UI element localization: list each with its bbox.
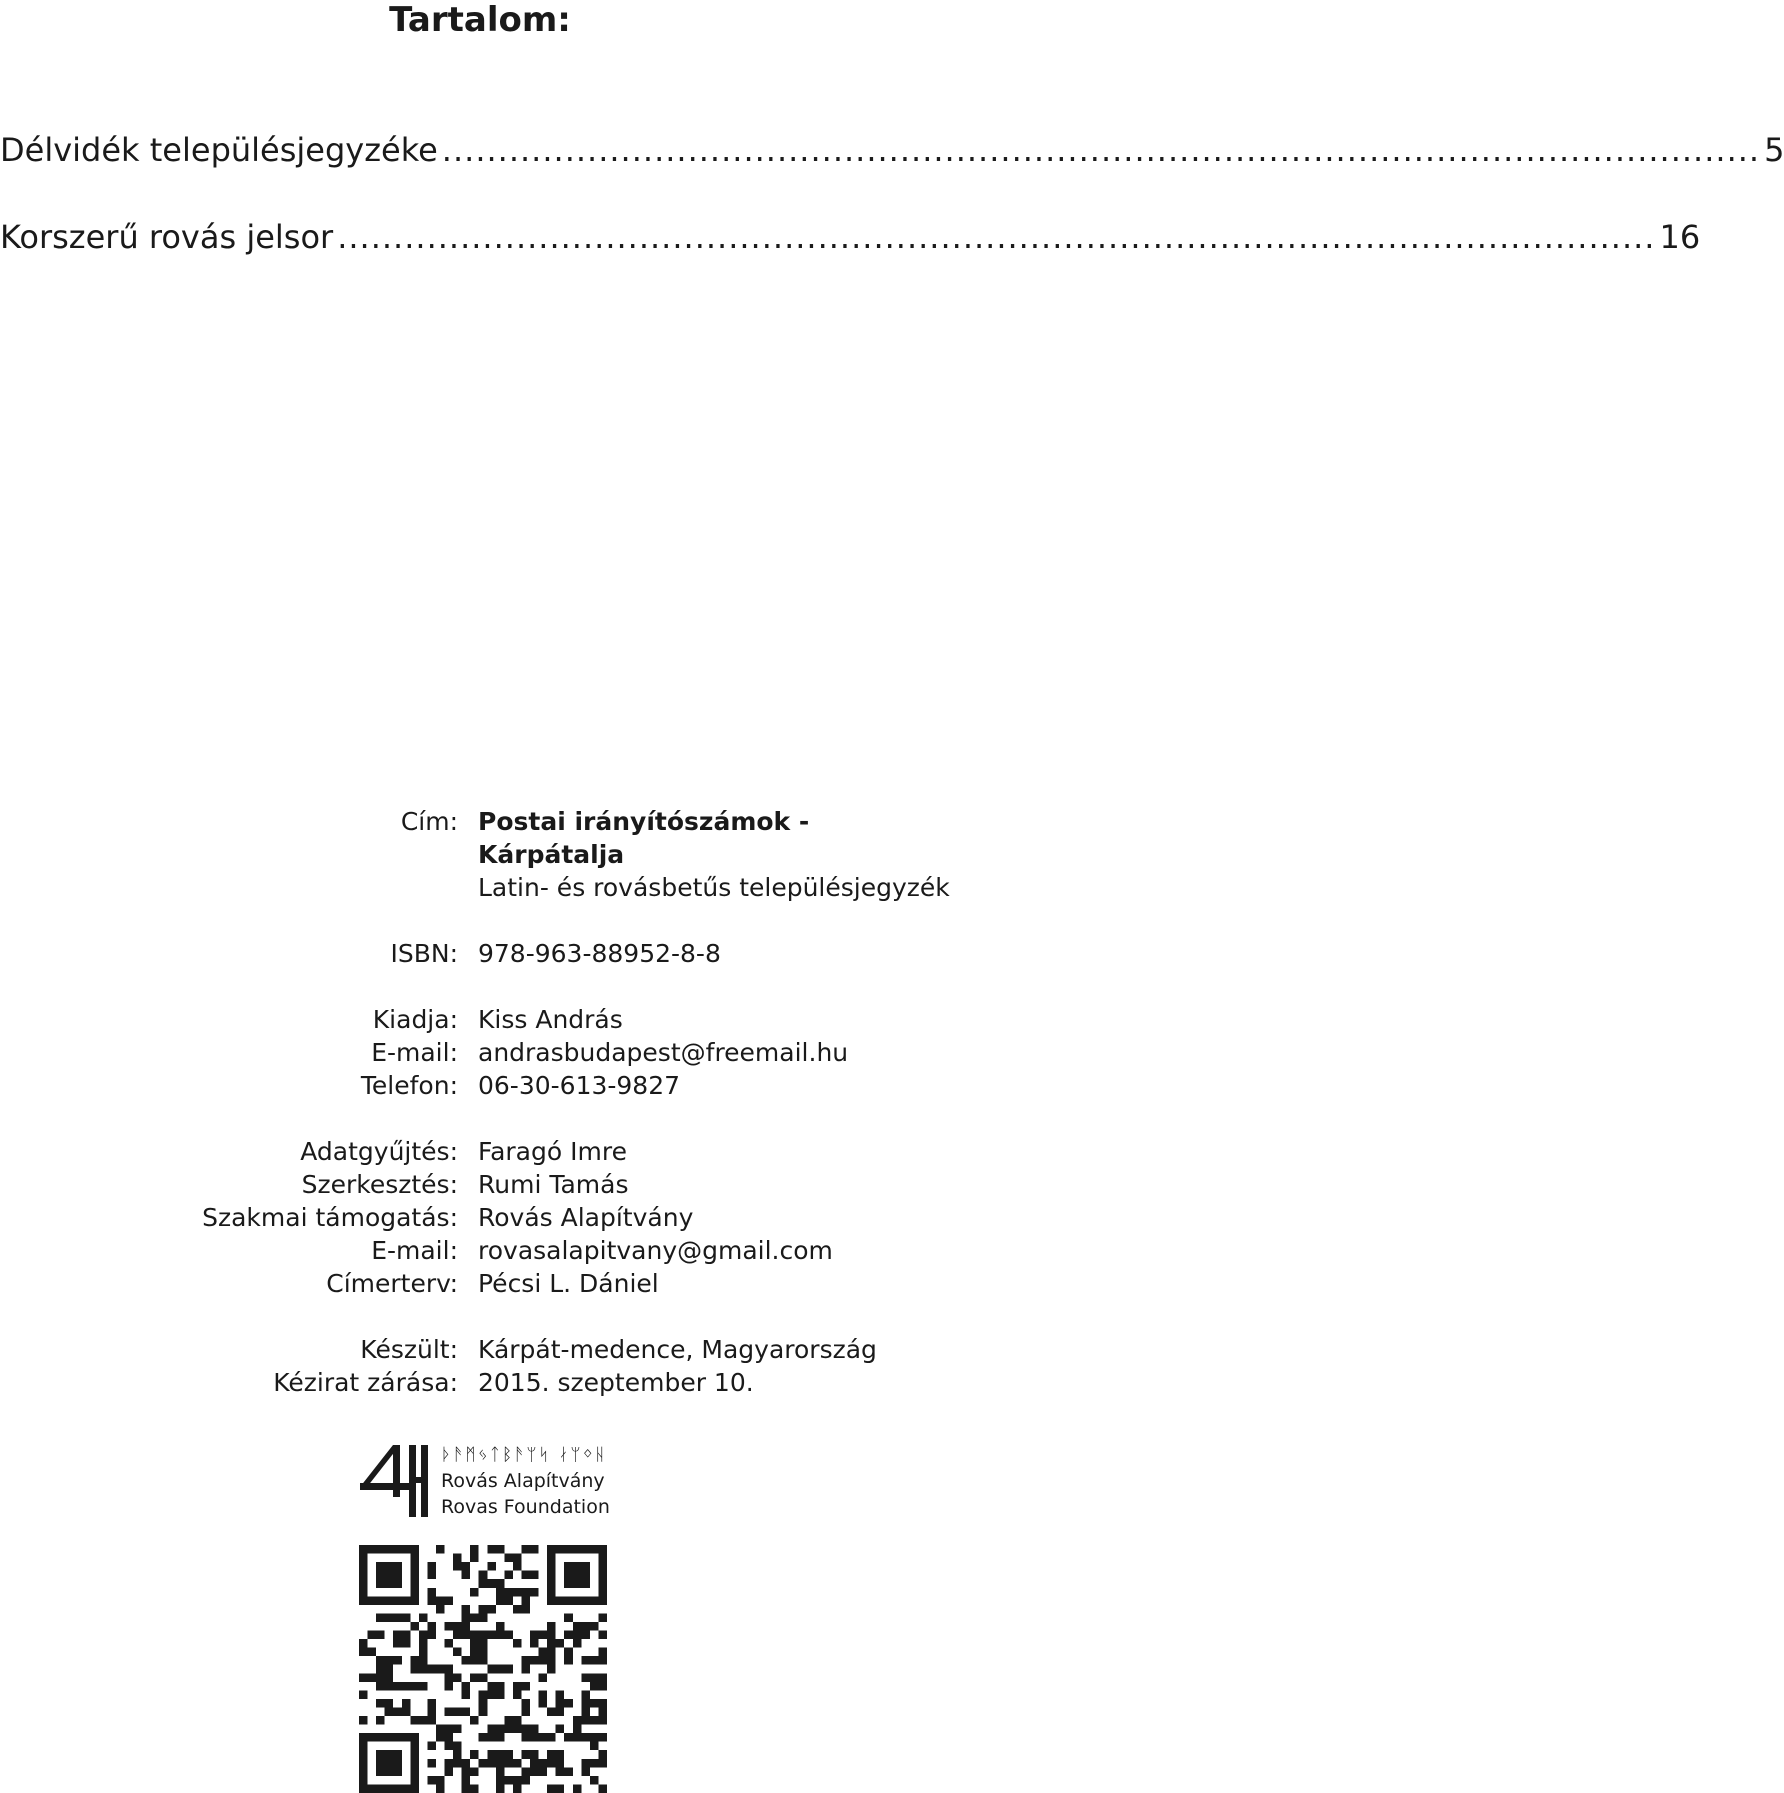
rovas-foundation-logo-icon — [359, 1443, 437, 1519]
colophon-production-group — [0, 1333, 960, 1399]
toc-entry-label: Korszerű rovás jelsor — [0, 218, 334, 256]
data-collection-value: Faragó Imre — [478, 1137, 627, 1166]
toc-entry-page: 5 — [1764, 131, 1784, 169]
colophon-isbn-group — [0, 937, 960, 970]
isbn-value: 978-963-88952-8-8 — [478, 939, 721, 968]
coat-of-arms-designer: Pécsi L. Dániel — [478, 1269, 659, 1298]
toc-entry[interactable] — [0, 215, 1701, 259]
made-in-value: Kárpát-medence, Magyarország — [478, 1335, 877, 1364]
colophon-credits-group — [0, 1135, 960, 1300]
label-email: E-mail: — [371, 1236, 458, 1265]
manuscript-closed-value: 2015. szeptember 10. — [478, 1368, 754, 1397]
logo-name-en: Rovas Foundation — [441, 1496, 610, 1518]
label-szerkesztes: Szerkesztés: — [301, 1170, 458, 1199]
dot-leader: ...................................................................................................................... — [337, 218, 1656, 256]
table-of-contents — [0, 128, 1784, 302]
foundation-email[interactable]: rovasalapitvany@gmail.com — [478, 1236, 833, 1265]
label-keszult: Készült: — [360, 1335, 458, 1364]
label-kezirat: Kézirat zárása: — [273, 1368, 458, 1397]
publisher-value: Kiss András — [478, 1005, 623, 1034]
logo-runic-text: ᚦᚫᛗᛃᛏᛒᚫᛘᛋ ᛅᛘᛜᚺ — [441, 1445, 608, 1465]
toc-entry[interactable] — [0, 128, 1784, 172]
label-cim: Cím: — [400, 807, 458, 836]
toc-entry-label: Délvidék településjegyzéke — [0, 131, 438, 169]
label-telefon: Telefon: — [360, 1071, 458, 1100]
qr-code-icon[interactable] — [359, 1545, 607, 1793]
toc-entry-page: 16 — [1659, 218, 1701, 256]
label-email: E-mail: — [371, 1038, 458, 1067]
colophon-publisher-group — [0, 1003, 960, 1102]
label-tamogatas: Szakmai támogatás: — [202, 1203, 458, 1232]
label-isbn: ISBN: — [390, 939, 458, 968]
publisher-phone: 06-30-613-9827 — [478, 1071, 681, 1100]
label-cimerterv: Címerterv: — [326, 1269, 458, 1298]
support-value: Rovás Alapítvány — [478, 1203, 694, 1232]
logo-name-hu: Rovás Alapítvány — [441, 1470, 605, 1492]
book-subtitle: Latin- és rovásbetűs településjegyzék — [478, 873, 950, 902]
book-title-line1: Postai irányítószámok - — [478, 807, 810, 836]
label-kiadja: Kiadja: — [372, 1005, 458, 1034]
dot-leader: ...................................................................................................................... — [441, 131, 1761, 169]
publisher-email[interactable]: andrasbudapest@freemail.hu — [478, 1038, 849, 1067]
label-adatgyujtes: Adatgyűjtés: — [300, 1137, 458, 1166]
page-title: Tartalom: — [389, 0, 571, 40]
colophon-title-group — [0, 805, 960, 904]
book-title-line2: Kárpátalja — [478, 840, 625, 869]
rovas-foundation-logo — [359, 1443, 619, 1519]
colophon — [0, 805, 960, 1432]
editor-value: Rumi Tamás — [478, 1170, 629, 1199]
